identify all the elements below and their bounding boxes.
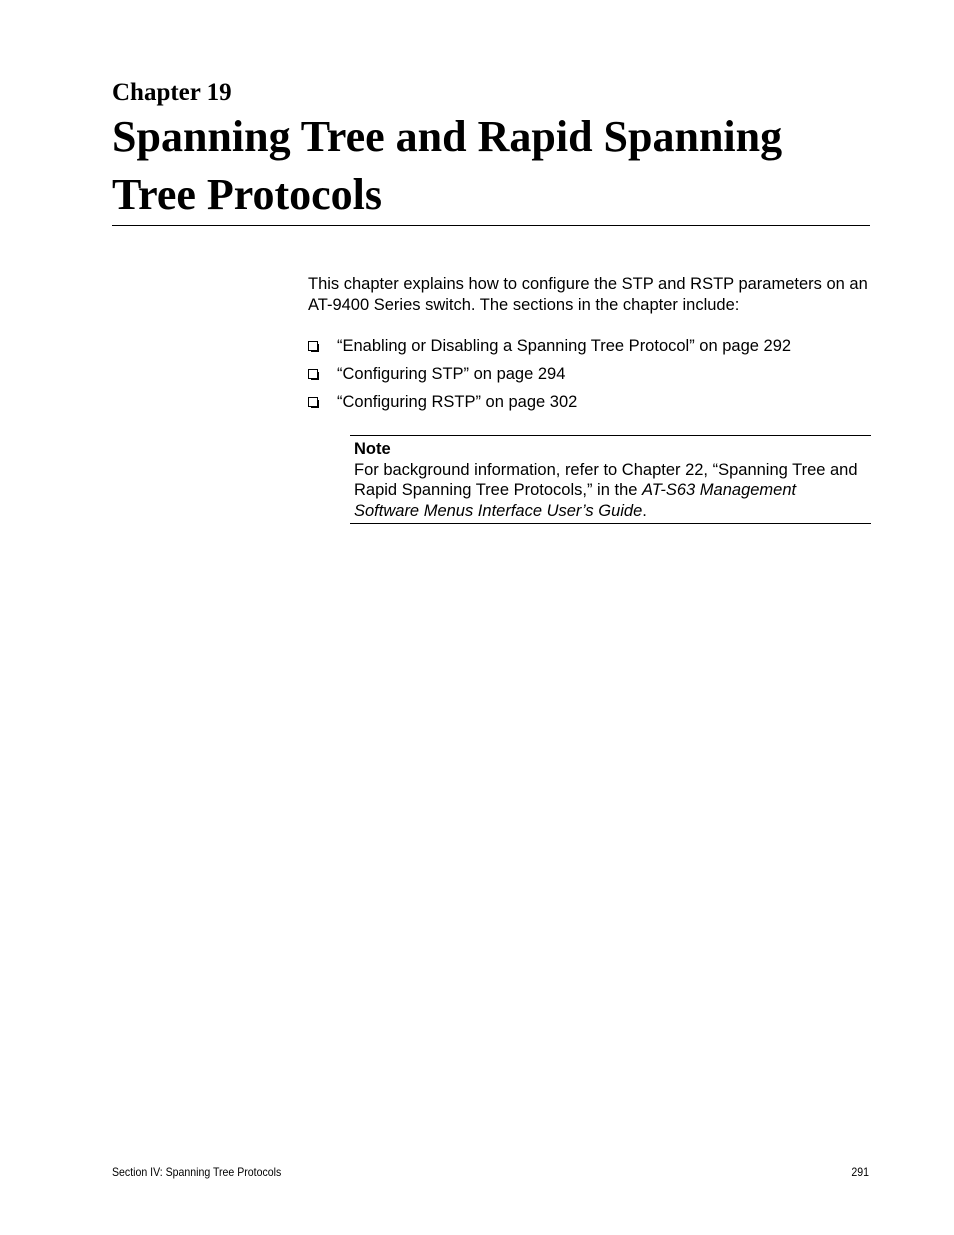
note-body-text: For background information, refer to Chapter 22, “Spanning Tree and Rapid Spanning Tree Protocols,” in the — [354, 460, 858, 499]
note-body-end: . — [642, 501, 647, 520]
list-item[interactable] — [308, 332, 872, 360]
note-guide-title: AT-S63 Management Software Menus Interface User’s Guide — [354, 481, 797, 520]
note-box — [350, 435, 871, 524]
square-bullet-icon — [308, 369, 318, 379]
square-bullet-icon — [308, 341, 318, 351]
list-item[interactable] — [308, 360, 872, 388]
section-list — [308, 332, 872, 416]
note-title: Note — [354, 440, 391, 458]
chapter-label: Chapter 19 — [112, 79, 232, 106]
footer-section: Section IV: Spanning Tree Protocols — [112, 1165, 282, 1179]
intro-paragraph: This chapter explains how to configure the STP and RSTP parameters on an AT-9400 Series switch. The sections in the chapter include: — [308, 275, 868, 314]
list-item-text[interactable]: “Configuring STP” on page 294 — [337, 364, 566, 383]
footer-page-number: 291 — [851, 1165, 869, 1179]
page-title: Spanning Tree and Rapid Spanning Tree Protocols — [112, 112, 783, 219]
square-bullet-icon — [308, 397, 318, 407]
list-item[interactable] — [308, 388, 872, 416]
note-body — [354, 460, 864, 522]
title-divider — [112, 225, 870, 226]
list-item-text[interactable]: “Configuring RSTP” on page 302 — [337, 392, 578, 411]
list-item-text[interactable]: “Enabling or Disabling a Spanning Tree Protocol” on page 292 — [337, 336, 792, 355]
